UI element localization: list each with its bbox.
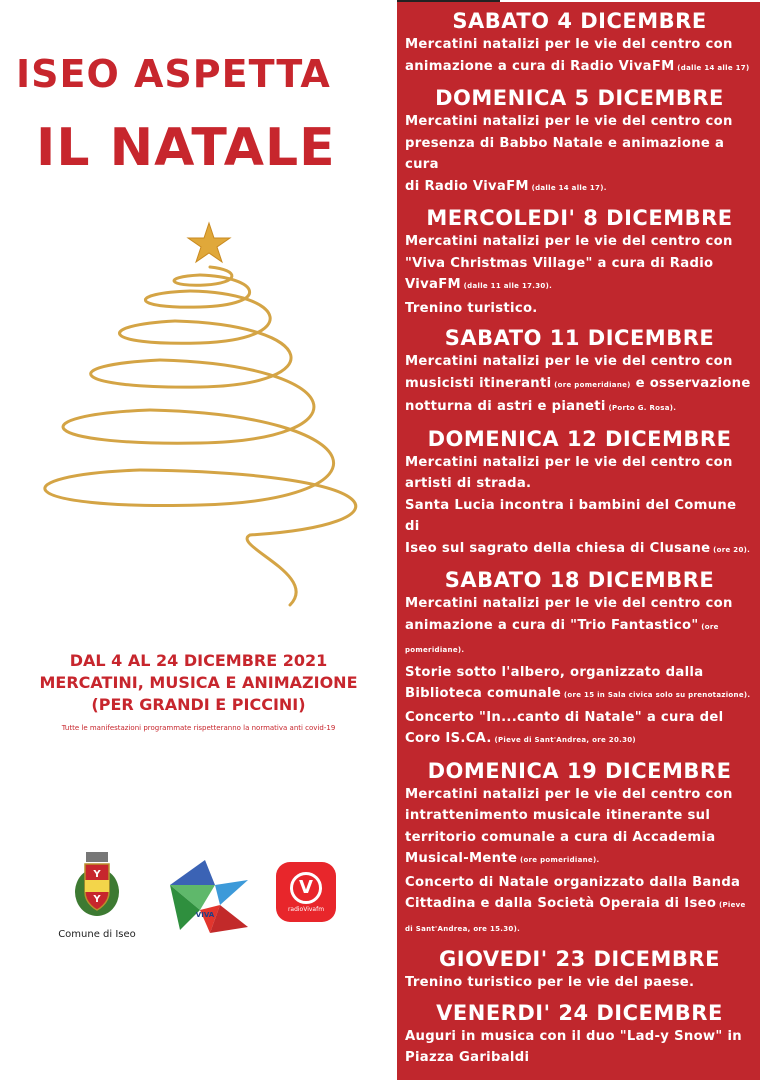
event-description-line [405, 615, 754, 639]
event-description-line [405, 893, 754, 917]
event-time-note: (ore pomeridiane) [551, 380, 631, 389]
event-description-line [405, 538, 754, 562]
event-text: Mercatini natalizi per le vie del centro con [405, 234, 733, 249]
event-description-line [405, 176, 754, 200]
event-text: Coro IS.CA. [405, 731, 492, 746]
event-text: Cittadina e dalla Società Operaia di Iseo [405, 896, 717, 911]
event-time-note: (Porto G. Rosa). [605, 404, 677, 412]
event-description-line [405, 452, 754, 474]
event-description-line [405, 34, 754, 56]
radio-vivafm-logo [276, 862, 336, 922]
event-description-line [405, 917, 754, 941]
event-block [405, 567, 754, 752]
event-description-line [405, 638, 754, 662]
event-description-line [405, 495, 754, 538]
svg-text:Y: Y [93, 894, 101, 905]
event-description-line [405, 253, 754, 275]
event-text: presenza di Babbo Natale e animazione a cura [405, 135, 725, 172]
event-block [405, 1000, 754, 1069]
event-day-heading: SABATO 4 DICEMBRE [452, 9, 707, 33]
event-description-line [405, 707, 754, 729]
event-time-note: pomeridiane). [405, 646, 465, 654]
event-block [405, 85, 754, 199]
comune-iseo-logo [52, 850, 142, 940]
event-time-note: (dalle 14 alle 17). [528, 183, 607, 192]
event-text: Mercatini natalizi per le vie del centro con [405, 354, 733, 369]
event-description-line [405, 56, 754, 80]
event-description-line [405, 972, 754, 994]
event-time-note: (dalle 14 alle 17) [674, 63, 750, 72]
event-description-line [405, 848, 754, 872]
poster-title-line1: ISEO ASPETTA [16, 52, 331, 96]
event-time-note: (ore 20). [710, 545, 751, 554]
event-day-heading: MERCOLEDI' 8 DICEMBRE [426, 206, 733, 230]
event-text: Trenino turistico. [405, 300, 538, 316]
event-time-note: (Pieve di Sant'Andrea, ore 20.30) [491, 736, 636, 744]
sponsor-logos [0, 850, 397, 950]
event-text: Mercatini natalizi per le vie del centro con [405, 37, 733, 52]
event-text: "Viva Christmas Village" a cura di Radio [405, 255, 714, 271]
event-text: Trenino turistico per le vie del paese. [405, 975, 695, 990]
event-day-heading: VENERDI' 24 DICEMBRE [436, 1000, 723, 1025]
event-description-line [405, 683, 754, 707]
event-text: Concerto "In...canto di Natale" a cura del [405, 709, 724, 725]
svg-text:Y: Y [93, 869, 101, 880]
event-day-heading: DOMENICA 12 DICEMBRE [427, 426, 732, 451]
event-description-line [405, 298, 754, 320]
covid-note: Tutte le manifestazioni programmate rispetteranno la normativa anti covid-19 [61, 724, 336, 732]
event-text: VivaFM [405, 277, 461, 292]
event-text: Mercatini natalizi per le vie del centro con [405, 454, 733, 470]
event-time-note: (ore 15 in Sala civica solo su prenotazione). [561, 691, 751, 699]
event-description-line [405, 133, 754, 176]
event-subtitle-audience: (PER GRANDI E PICCINI) [91, 695, 306, 714]
event-summary [0, 650, 397, 734]
event-description-line [405, 805, 754, 827]
poster-title-line2: IL NATALE [36, 118, 336, 178]
event-description-line [405, 274, 754, 298]
event-day-heading: SABATO 18 DICEMBRE [444, 568, 715, 592]
event-text: Piazza Garibaldi [405, 1050, 530, 1065]
event-block [405, 325, 754, 420]
event-day-heading: SABATO 11 DICEMBRE [444, 326, 715, 350]
event-text: Storie sotto l'albero, organizzato dalla [405, 664, 704, 680]
event-day-heading: DOMENICA 19 DICEMBRE [427, 758, 732, 783]
event-time-note: (ore pomeridiane). [517, 856, 600, 864]
event-text: Mercatini natalizi per le vie del centro con [405, 786, 733, 802]
event-description-line [405, 351, 754, 373]
event-description-line [405, 593, 754, 615]
event-text: Mercatini natalizi per le vie del centro con [405, 596, 733, 611]
event-time-note: di Sant'Andrea, ore 15.30). [405, 924, 521, 933]
event-text: Mercatini natalizi per le vie del centro con [405, 114, 733, 129]
event-block [405, 205, 754, 319]
event-description-line [405, 728, 754, 752]
event-text: di Radio VivaFM [405, 178, 529, 194]
event-text: territorio comunale a cura di Accademia [405, 829, 716, 845]
event-text: Musical-Mente [405, 851, 518, 866]
event-text: notturna di astri e pianeti [405, 399, 606, 414]
event-block [405, 426, 754, 562]
event-time-note: (ore [698, 622, 719, 631]
event-block [405, 946, 754, 994]
event-time-note: (Pieve [716, 901, 746, 909]
event-dates: DAL 4 AL 24 DICEMBRE 2021 [69, 651, 328, 670]
event-text: Santa Lucia incontra i bambini del Comune di [405, 497, 737, 534]
event-block [405, 8, 754, 79]
event-text: Concerto di Natale organizzato dalla Banda [405, 874, 741, 890]
event-description-line [405, 1026, 754, 1048]
event-text: Iseo sul sagrato della chiesa di Clusane [405, 540, 711, 556]
svg-text:VIVA: VIVA [195, 911, 215, 919]
star-icon [188, 223, 230, 262]
event-text: animazione a cura di Radio VivaFM [405, 58, 675, 74]
events-panel [397, 2, 760, 1080]
viva-star-logo-icon [160, 855, 250, 935]
event-subtitle: MERCATINI, MUSICA E ANIMAZIONE [39, 673, 358, 692]
christmas-tree-spiral-icon [0, 215, 397, 615]
event-description-line [405, 827, 754, 849]
event-block [405, 758, 754, 941]
event-time-note: (dalle 11 alle 17.30). [460, 282, 553, 290]
comune-label: Comune di Iseo [58, 929, 136, 940]
event-description-line [405, 784, 754, 806]
radio-v-icon: V [290, 872, 322, 904]
event-description-line [405, 1047, 754, 1069]
event-text-after: e osservazione [630, 375, 751, 391]
event-description-line [405, 231, 754, 253]
coat-of-arms-icon [72, 850, 122, 920]
event-text: musicisti itineranti [405, 375, 552, 391]
event-description-line [405, 473, 754, 495]
event-description-line [405, 111, 754, 133]
event-text: animazione a cura di "Trio Fantastico" [405, 617, 699, 633]
event-description-line [405, 396, 754, 420]
event-day-heading: GIOVEDI' 23 DICEMBRE [439, 947, 720, 971]
event-text: intrattenimento musicale itinerante sul [405, 808, 711, 823]
radio-label: radioVivafm [287, 905, 325, 913]
event-day-heading: DOMENICA 5 DICEMBRE [435, 86, 724, 110]
event-text: Biblioteca comunale [405, 686, 562, 701]
event-text: artisti di strada. [405, 476, 532, 491]
event-description-line [405, 373, 754, 397]
event-description-line [405, 872, 754, 894]
event-text: Auguri in musica con il duo "Lad-y Snow" in [405, 1028, 742, 1044]
event-description-line [405, 662, 754, 684]
